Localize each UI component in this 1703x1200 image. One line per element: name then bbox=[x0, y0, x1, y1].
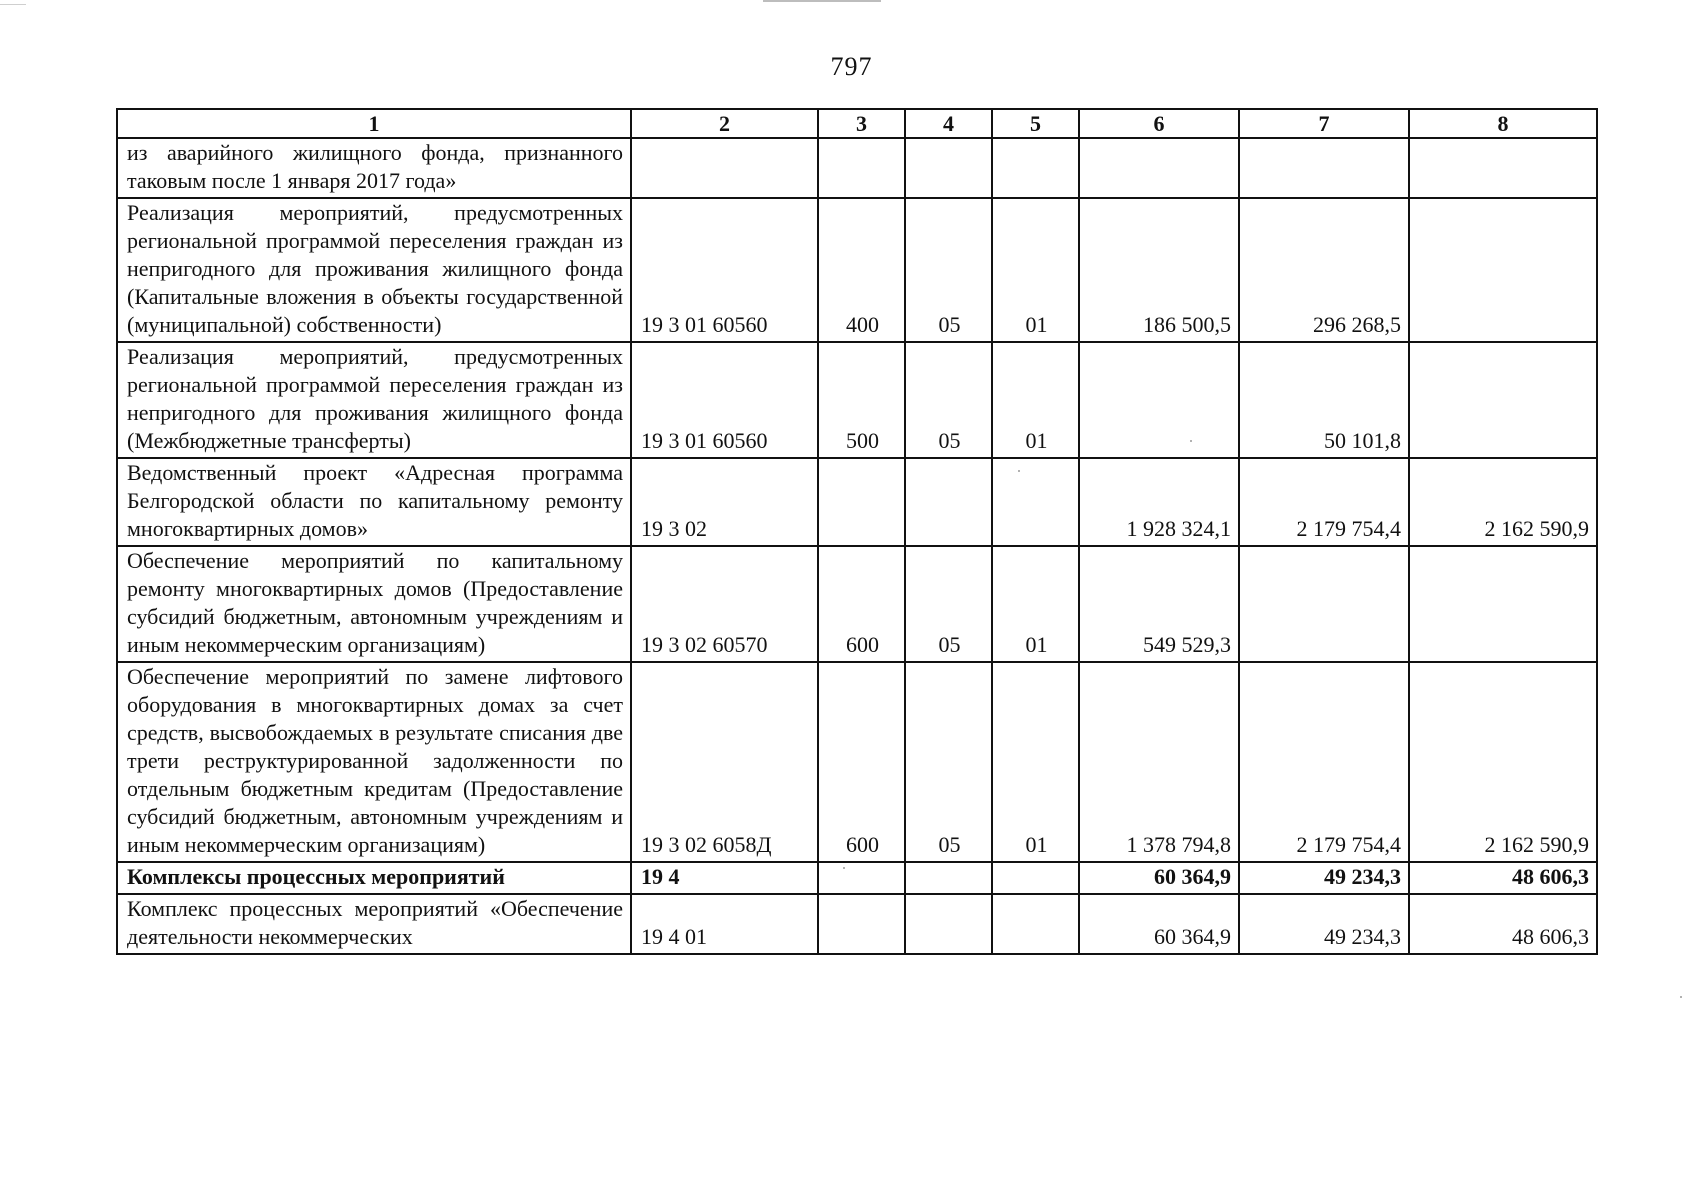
top-rule bbox=[763, 0, 881, 2]
table-row bbox=[117, 894, 1597, 954]
row-col3: 500 bbox=[818, 342, 905, 458]
table-row-bold bbox=[117, 862, 1597, 894]
row-code: 19 3 01 60560 bbox=[631, 342, 818, 458]
row-col6: 60 364,9 bbox=[1079, 894, 1239, 954]
row-code: 19 3 02 60570 bbox=[631, 546, 818, 662]
row-code: 19 3 02 6058Д bbox=[631, 662, 818, 862]
row-name: Комплекс процессных мероприятий «Обеспечение деятельности некоммерческих bbox=[117, 894, 631, 954]
column-header-7: 7 bbox=[1239, 109, 1409, 138]
row-col7: 2 179 754,4 bbox=[1239, 662, 1409, 862]
scan-speck bbox=[1190, 440, 1192, 442]
row-name: Реализация мероприятий, предусмотренных региональной программой переселения граждан из непригодного для проживания жилищного фонда (Межбюджетные трансферты) bbox=[117, 342, 631, 458]
row-code: 19 4 bbox=[631, 862, 818, 894]
column-header-2: 2 bbox=[631, 109, 818, 138]
column-header-6: 6 bbox=[1079, 109, 1239, 138]
row-col8: 48 606,3 bbox=[1409, 894, 1597, 954]
row-name: Обеспечение мероприятий по капитальному ремонту многоквартирных домов (Предоставление субсидий бюджетным, автономным учреждениям и иным некоммерческим организациям) bbox=[117, 546, 631, 662]
row-col4: 05 bbox=[905, 546, 992, 662]
row-col6 bbox=[1079, 342, 1239, 458]
row-name: Реализация мероприятий, предусмотренных региональной программой переселения граждан из непригодного для проживания жилищного фонда (Капитальные вложения в объекты государственной (муниципальной) собственности) bbox=[117, 198, 631, 342]
row-name: Ведомственный проект «Адресная программа Белгородской области по капитальному ремонту многоквартирных домов» bbox=[117, 458, 631, 546]
page-number: 797 bbox=[830, 52, 873, 81]
row-col5 bbox=[992, 138, 1079, 198]
row-col4: 05 bbox=[905, 342, 992, 458]
row-col5: 01 bbox=[992, 342, 1079, 458]
row-col6: 186 500,5 bbox=[1079, 198, 1239, 342]
row-col5 bbox=[992, 894, 1079, 954]
row-col6: 1 928 324,1 bbox=[1079, 458, 1239, 546]
row-col8 bbox=[1409, 342, 1597, 458]
row-col8 bbox=[1409, 198, 1597, 342]
row-col4 bbox=[905, 894, 992, 954]
row-col3: 600 bbox=[818, 546, 905, 662]
row-col3 bbox=[818, 894, 905, 954]
row-col3 bbox=[818, 862, 905, 894]
row-col3: 600 bbox=[818, 662, 905, 862]
table-row bbox=[117, 198, 1597, 342]
row-name: Комплексы процессных мероприятий bbox=[117, 862, 631, 894]
row-col7: 2 179 754,4 bbox=[1239, 458, 1409, 546]
row-col4: 05 bbox=[905, 198, 992, 342]
column-header-4: 4 bbox=[905, 109, 992, 138]
row-col4: 05 bbox=[905, 662, 992, 862]
row-col3: 400 bbox=[818, 198, 905, 342]
row-code: 19 3 01 60560 bbox=[631, 198, 818, 342]
row-col6 bbox=[1079, 138, 1239, 198]
row-name: Обеспечение мероприятий по замене лифтового оборудования в многоквартирных домах за счет средств, высвобождаемых в результате списания две трети реструктурированной задолженности по отдельным бюджетным кредитам (Предоставление субсидий бюджетным, автономным учреждениям и иным некоммерческим организациям) bbox=[117, 662, 631, 862]
budget-table bbox=[116, 108, 1598, 955]
row-col3 bbox=[818, 138, 905, 198]
table-row bbox=[117, 458, 1597, 546]
column-header-3: 3 bbox=[818, 109, 905, 138]
row-col8 bbox=[1409, 138, 1597, 198]
row-col5: 01 bbox=[992, 662, 1079, 862]
row-code bbox=[631, 138, 818, 198]
row-col4 bbox=[905, 458, 992, 546]
row-col7: 49 234,3 bbox=[1239, 862, 1409, 894]
column-header-8: 8 bbox=[1409, 109, 1597, 138]
top-left-rule bbox=[0, 4, 26, 5]
row-col3 bbox=[818, 458, 905, 546]
row-col7: 296 268,5 bbox=[1239, 198, 1409, 342]
row-col7 bbox=[1239, 546, 1409, 662]
row-col8: 48 606,3 bbox=[1409, 862, 1597, 894]
row-col7 bbox=[1239, 138, 1409, 198]
row-col5: 01 bbox=[992, 546, 1079, 662]
row-code: 19 4 01 bbox=[631, 894, 818, 954]
row-col7: 49 234,3 bbox=[1239, 894, 1409, 954]
row-col7: 50 101,8 bbox=[1239, 342, 1409, 458]
scan-speck bbox=[1018, 470, 1020, 472]
row-col5 bbox=[992, 458, 1079, 546]
row-col8: 2 162 590,9 bbox=[1409, 662, 1597, 862]
table-header-row bbox=[117, 109, 1597, 138]
row-col4 bbox=[905, 138, 992, 198]
column-header-1: 1 bbox=[117, 109, 631, 138]
table-row bbox=[117, 138, 1597, 198]
row-col6: 1 378 794,8 bbox=[1079, 662, 1239, 862]
table-row bbox=[117, 662, 1597, 862]
row-col5: 01 bbox=[992, 198, 1079, 342]
table-row bbox=[117, 546, 1597, 662]
row-name: из аварийного жилищного фонда, признанного таковым после 1 января 2017 года» bbox=[117, 138, 631, 198]
row-col6: 60 364,9 bbox=[1079, 862, 1239, 894]
row-col8: 2 162 590,9 bbox=[1409, 458, 1597, 546]
table-row bbox=[117, 342, 1597, 458]
column-header-5: 5 bbox=[992, 109, 1079, 138]
row-col8 bbox=[1409, 546, 1597, 662]
row-col5 bbox=[992, 862, 1079, 894]
scan-speck bbox=[843, 867, 845, 869]
row-col6: 549 529,3 bbox=[1079, 546, 1239, 662]
row-code: 19 3 02 bbox=[631, 458, 818, 546]
scan-speck bbox=[1680, 996, 1682, 998]
row-col4 bbox=[905, 862, 992, 894]
